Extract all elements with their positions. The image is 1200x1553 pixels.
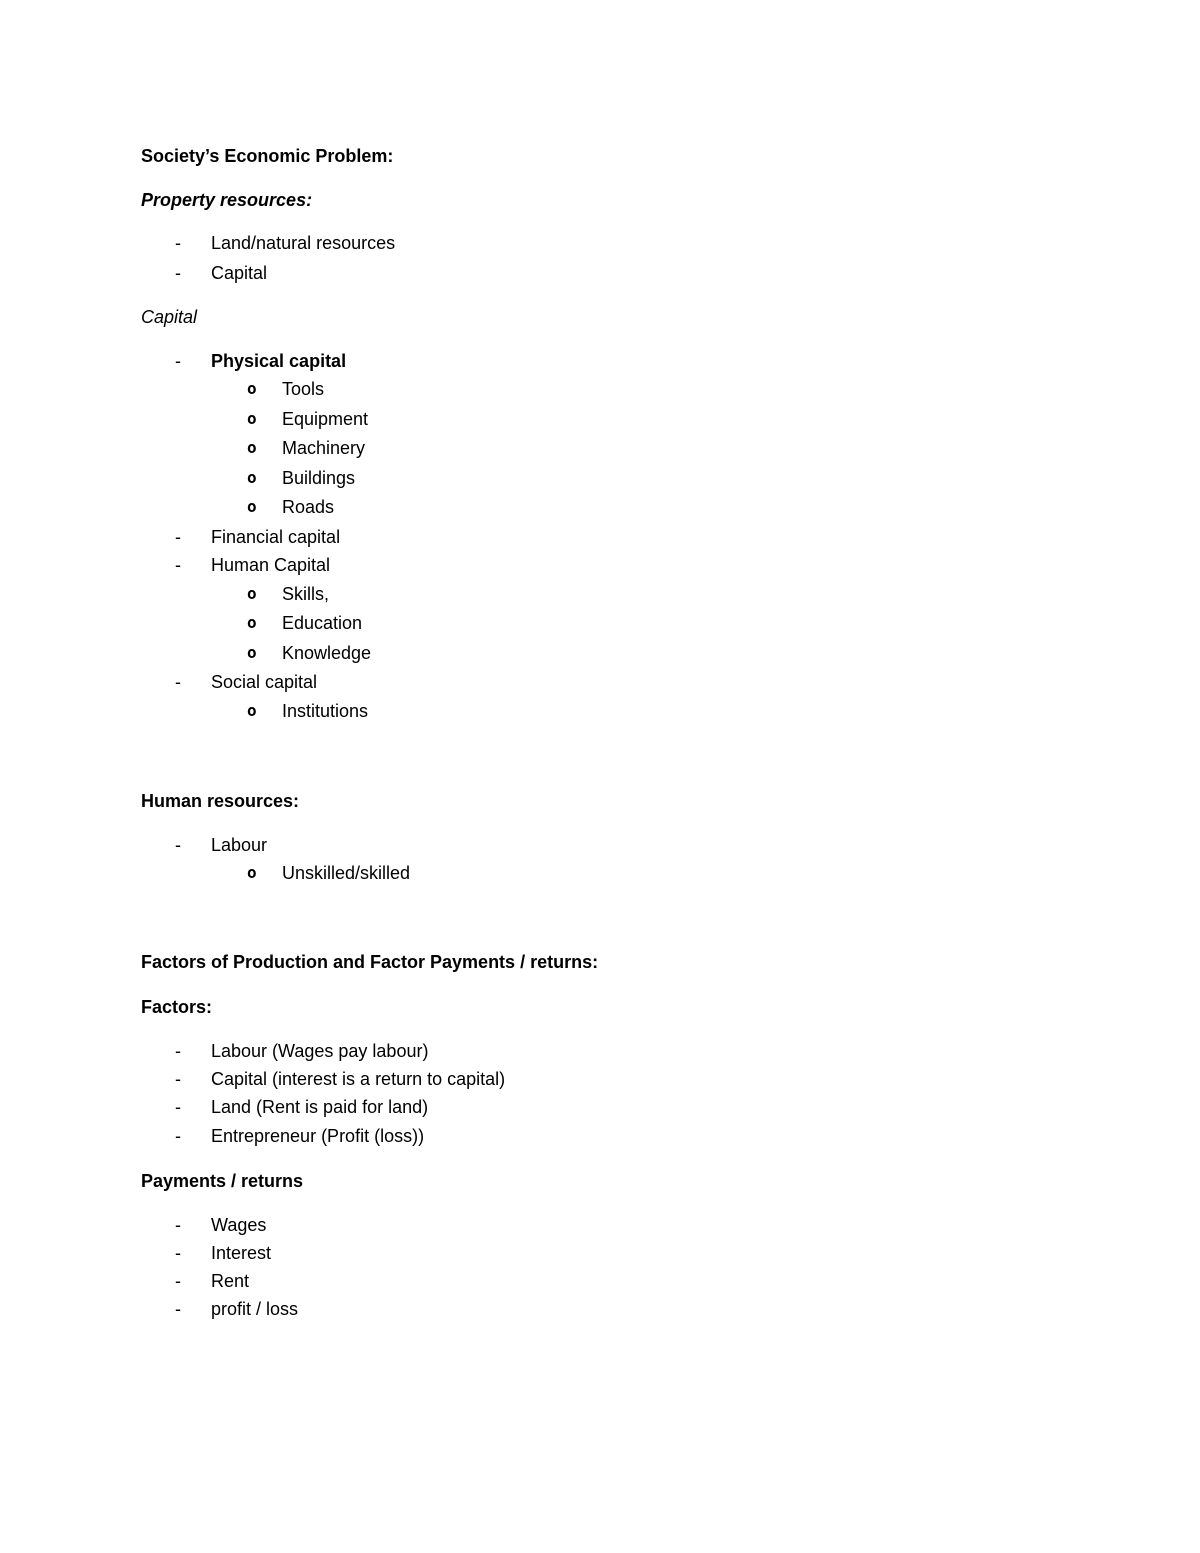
list-item-financial-capital: Financial capital xyxy=(211,527,341,547)
dash-bullet: - xyxy=(175,835,181,855)
list-item-physical-capital: Physical capital xyxy=(211,351,347,371)
list-item-labour: Labour xyxy=(211,835,268,855)
factors-heading: Factors: xyxy=(141,997,213,1017)
sub-list-item: Knowledge xyxy=(282,643,372,663)
property-resources-heading: Property resources: xyxy=(141,190,313,210)
payments-heading: Payments / returns xyxy=(141,1171,304,1191)
circle-bullet-icon: o xyxy=(247,701,257,720)
dash-bullet: - xyxy=(175,1041,181,1061)
circle-bullet-icon: o xyxy=(247,613,257,632)
factors-title: Factors of Production and Factor Payments / returns: xyxy=(141,952,599,972)
dash-bullet: - xyxy=(175,233,181,253)
list-item: profit / loss xyxy=(211,1299,299,1319)
human-resources-heading: Human resources: xyxy=(141,791,300,811)
sub-list-item: Machinery xyxy=(282,438,366,458)
sub-list-item: Buildings xyxy=(282,468,356,488)
list-item: Wages xyxy=(211,1215,267,1235)
sub-list-item: Skills, xyxy=(282,584,330,604)
dash-bullet: - xyxy=(175,1215,181,1235)
circle-bullet-icon: o xyxy=(247,643,257,662)
circle-bullet-icon: o xyxy=(247,863,257,882)
list-item: Labour (Wages pay labour) xyxy=(211,1041,429,1061)
dash-bullet: - xyxy=(175,1069,181,1089)
dash-bullet: - xyxy=(175,1299,181,1319)
circle-bullet-icon: o xyxy=(247,468,257,487)
list-item: Interest xyxy=(211,1243,272,1263)
sub-list-item: Roads xyxy=(282,497,335,517)
dash-bullet: - xyxy=(175,263,181,283)
dash-bullet: - xyxy=(175,1243,181,1263)
circle-bullet-icon: o xyxy=(247,438,257,457)
capital-heading: Capital xyxy=(141,307,198,327)
circle-bullet-icon: o xyxy=(247,409,257,428)
list-item: Land/natural resources xyxy=(211,233,396,253)
sub-list-item: Equipment xyxy=(282,409,369,429)
list-item: Land (Rent is paid for land) xyxy=(211,1097,429,1117)
sub-list-item: Tools xyxy=(282,379,325,399)
circle-bullet-icon: o xyxy=(247,379,257,398)
list-item: Capital (interest is a return to capital) xyxy=(211,1069,506,1089)
circle-bullet-icon: o xyxy=(247,497,257,516)
sub-list-item: Education xyxy=(282,613,363,633)
dash-bullet: - xyxy=(175,1126,181,1146)
dash-bullet: - xyxy=(175,1097,181,1117)
list-item: Rent xyxy=(211,1271,250,1291)
document-title: Society’s Economic Problem: xyxy=(141,146,394,166)
dash-bullet: - xyxy=(175,351,181,371)
sub-list-item: Institutions xyxy=(282,701,369,721)
list-item: Capital xyxy=(211,263,268,283)
sub-list-item: Unskilled/skilled xyxy=(282,863,411,883)
dash-bullet: - xyxy=(175,555,181,575)
dash-bullet: - xyxy=(175,527,181,547)
circle-bullet-icon: o xyxy=(247,584,257,603)
list-item: Entrepreneur (Profit (loss)) xyxy=(211,1126,425,1146)
dash-bullet: - xyxy=(175,1271,181,1291)
list-item-social-capital: Social capital xyxy=(211,672,318,692)
list-item-human-capital: Human Capital xyxy=(211,555,331,575)
dash-bullet: - xyxy=(175,672,181,692)
